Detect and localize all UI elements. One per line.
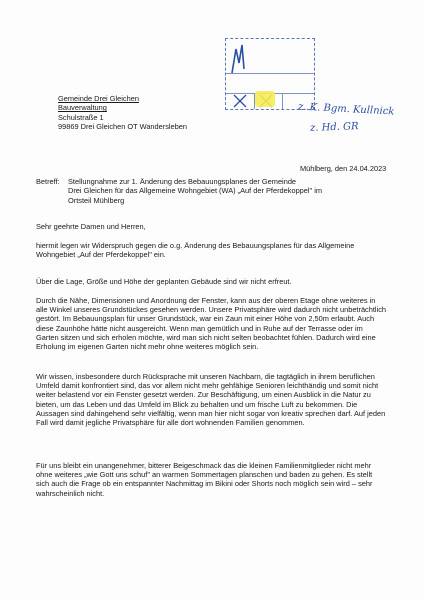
address-line: Gemeinde Drei Gleichen [58, 94, 139, 103]
subject-line: Stellungnahme zur 1. Änderung des Bebauungsplanes der Gemeinde [68, 177, 297, 186]
address-line: Bauverwaltung [58, 103, 107, 113]
initials-mark [232, 45, 244, 73]
body-paragraph: hiermit legen wir Widerspruch gegen die o.g. Änderung des Bebauungsplanes für das Allgemeine Wohngebiet „Auf der Pferdekoppel" ein. [36, 241, 355, 260]
recipient-address [58, 94, 187, 132]
handwritten-note: z. K. Bgm. Kullnick [297, 101, 395, 118]
handwritten-note: z. Hd. GR [309, 121, 359, 134]
subject-line: Drei Gleichen für das Allgemeine Wohngebiet (WA) „Auf der Pferdekoppel" im [68, 186, 323, 196]
date-line: Mühlberg, den 24.04.2023 [300, 164, 387, 173]
body-paragraph: Wir wissen, insbesondere durch Rücksprache mit unseren Nachbarn, die tagtäglich in ihrem beruflichen Umfeld damit konfrontiert sind, das vor allem nicht mehr gehfähige Senioren leichthändig und somit nicht weiter belastend vor ein Fenster gesetzt werden. Zur Beschäftigung, um einen Ausblick in die Natur zu bieten, um das Leben und das Umfeld im Blick zu behalten und um frische Luft zu bekommen. Die Aussagen sind dahingehend sehr vielfältig, wenn man hier nicht sogar von kreativ sprechen darf. Auf jeden Fall wird damit jegliche Privatsphäre für alle dort wohnenden Familien genommen. [36, 372, 386, 428]
subject-label: Betreff: [36, 177, 60, 186]
subject-text [68, 177, 368, 205]
subject-line: Ortsteil Mühlberg [68, 195, 125, 205]
cross-mark [234, 95, 246, 107]
body-paragraph: Für uns bleibt ein unangenehmer, bitterer Beigeschmack das die kleinen Familienmitglieder nicht mehr ohne weiteres „wie Gott uns schuf" an warmen Sommertagen planschen und baden zu gehen. Es stellt sich auch die Frage ob ein entspannter Nachmittag im Bikini oder Shorts noch möglich sein wird – sehr wahrscheinlich nicht. [36, 461, 373, 498]
body-paragraph: Durch die Nähe, Dimensionen und Anordnung der Fenster, kann aus der oberen Etage ohne weiteres in alle Winkel unseres Grundstückes gesehen werden. Unsere Privatsphäre wird dadurch nicht unbeträchtlich gestört. Im Bebauungsplan für unser Grundstück, war ein Zaun mit einer Höhe von 2,50m erlaubt. Auch diese Zaunhöhe hätte nicht ausgereicht. Wenn man gemütlich und in Ruhe auf der Terrasse oder im Garten sitzen und sich erholen möchte, wird man sich nicht selten beobachtet fühlen. Dadurch wird eine Erholung im eigenen Garten nicht mehr ohne weiteres möglich sein. [36, 296, 387, 352]
body-paragraph: Über die Lage, Größe und Höhe der geplanten Gebäude sind wir nicht erfreut. [36, 277, 292, 286]
address-line: Schulstraße 1 [58, 112, 104, 122]
yellow-highlight-mark [255, 91, 275, 107]
address-line: 99869 Drei Gleichen OT Wandersleben [58, 122, 187, 132]
salutation: Sehr geehrte Damen und Herren, [36, 222, 146, 231]
